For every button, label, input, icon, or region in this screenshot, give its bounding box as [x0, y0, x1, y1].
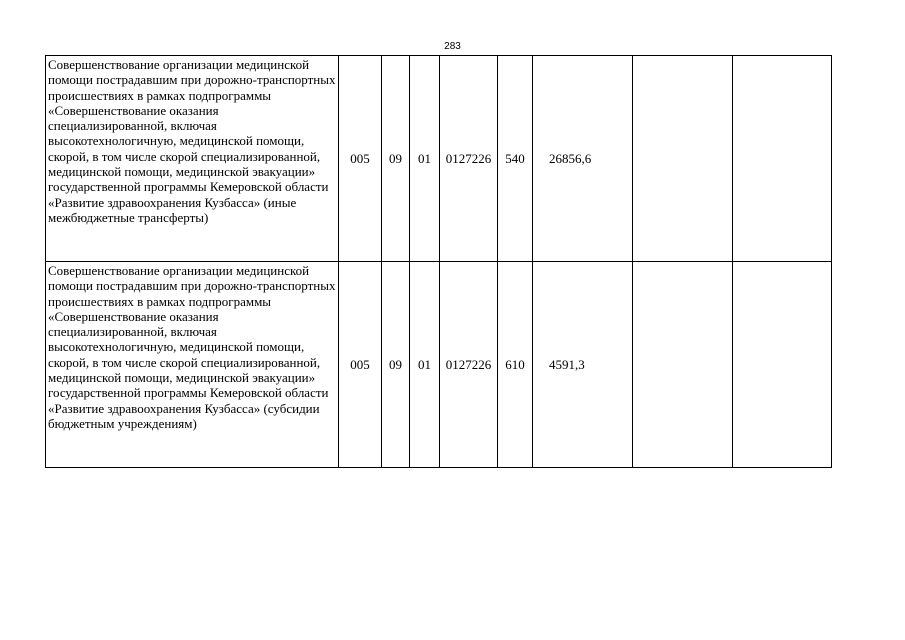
expense-type-cell: 610: [498, 262, 533, 468]
ministry-code-cell: 005: [339, 56, 382, 262]
target-article-cell: 0127226: [440, 262, 498, 468]
expense-type-cell: 540: [498, 56, 533, 262]
page-number: 283: [444, 41, 461, 52]
amount-cell: 4591,3: [533, 262, 633, 468]
ministry-code-cell: 005: [339, 262, 382, 468]
section-cell: 09: [382, 56, 410, 262]
row-description: Совершенствование организации медицинской помощи пострадавшим при дорожно-транспортных происшествиях в рамках подпрограммы «Совершенствование оказания специализированной, включая высокотехнологичную, медицинской помощи, скорой, в том числе скорой специализированной, медицинской помощи, медицинской эвакуации» государственной программы Кемеровской области «Развитие здравоохранения Кузбасса» (иные межбюджетные трансферты): [46, 56, 339, 262]
table-row: [46, 262, 832, 468]
empty-cell: [733, 262, 832, 468]
empty-cell: [633, 262, 733, 468]
amount-cell: 26856,6: [533, 56, 633, 262]
target-article-cell: 0127226: [440, 56, 498, 262]
section-cell: 09: [382, 262, 410, 468]
budget-table: [45, 55, 832, 468]
empty-cell: [733, 56, 832, 262]
row-description: Совершенствование организации медицинской помощи пострадавшим при дорожно-транспортных происшествиях в рамках подпрограммы «Совершенствование оказания специализированной, включая высокотехнологичную, медицинской помощи, скорой, в том числе скорой специализированной, медицинской помощи, медицинской эвакуации» государственной программы Кемеровской области «Развитие здравоохранения Кузбасса» (субсидии бюджетным учреждениям): [46, 262, 339, 468]
empty-cell: [633, 56, 733, 262]
subsection-cell: 01: [410, 56, 440, 262]
table-row: [46, 56, 832, 262]
subsection-cell: 01: [410, 262, 440, 468]
